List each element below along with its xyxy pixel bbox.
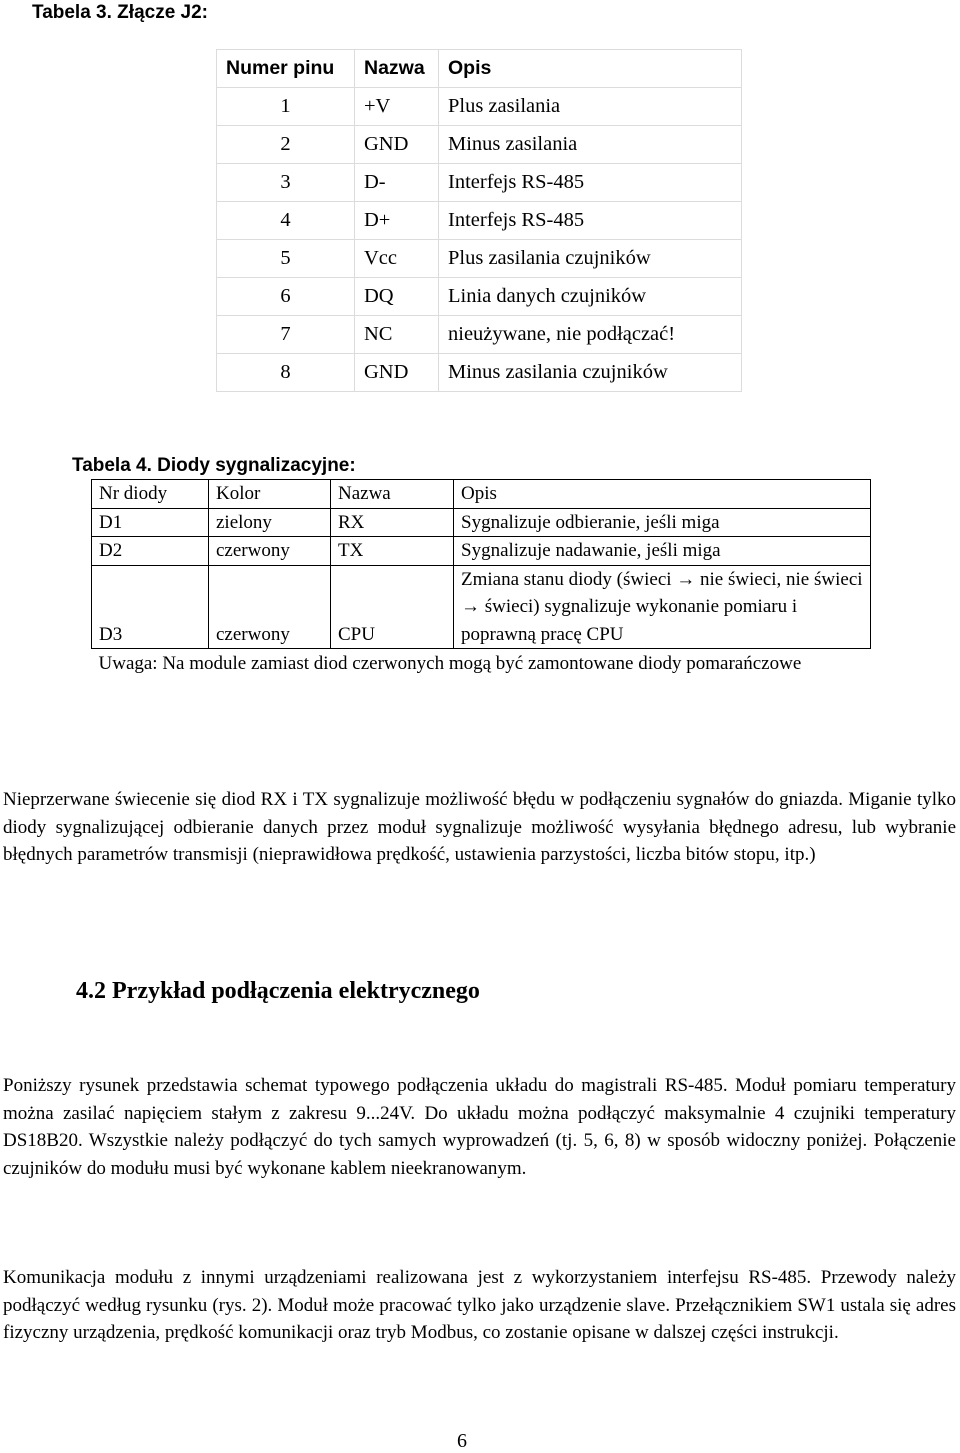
led-id: D1 <box>92 508 209 537</box>
table-row <box>217 240 742 278</box>
paragraph-connection: Poniższy rysunek przedstawia schemat typowego podłączenia układu do magistrali RS-485. Moduł pomiaru temperatury można zasilać napięciem stałym z zakresu 9...24V. Do układu można podłączyć maksymalnie 4 czujniki temperatury DS18B20. Wszystkie należy podłączyć do tych samych wyprowadzeń (tj. 5, 6, 8) w sposób widoczny poniżej. Połączenie czujników do modułu musi być wykonane kablem nieekranowanym. <box>3 1075 956 1179</box>
led-id: D3 <box>92 565 209 649</box>
pin-number: 2 <box>217 126 355 164</box>
column-header: Opis <box>439 50 742 88</box>
pin-description: Interfejs RS-485 <box>439 164 742 202</box>
pin-name: D+ <box>355 202 439 240</box>
table3-caption: Tabela 3. Złącze J2: <box>32 2 209 23</box>
pin-description: Minus zasilania czujników <box>439 354 742 392</box>
led-description: Sygnalizuje odbieranie, jeśli miga <box>454 508 871 537</box>
pin-description: Linia danych czujników <box>439 278 742 316</box>
led-name: CPU <box>331 565 454 649</box>
pin-name: +V <box>355 88 439 126</box>
table-row <box>92 537 871 566</box>
column-header: Nr diody <box>92 480 209 509</box>
table-header-row <box>92 480 871 509</box>
section-heading: 4.2 Przykład podłączenia elektrycznego <box>76 978 480 1004</box>
led-name: TX <box>331 537 454 566</box>
pin-description: Interfejs RS-485 <box>439 202 742 240</box>
page-number: 6 <box>457 1430 467 1452</box>
led-color: zielony <box>209 508 331 537</box>
table-row <box>92 508 871 537</box>
pin-name: GND <box>355 126 439 164</box>
table-row <box>217 316 742 354</box>
pin-number: 4 <box>217 202 355 240</box>
table4-caption: Tabela 4. Diody sygnalizacyjne: <box>72 455 356 476</box>
signal-leds-table <box>91 479 871 678</box>
paragraph-leds: Nieprzerwane świecenie się diod RX i TX sygnalizuje możliwość błędu w podłączeniu sygnałów do gniazda. Miganie tylko diody sygnalizującej odbieranie danych przez moduł sygnalizuje możliwość wysyłania błędnego adresu, lub wybranie błędnych parametrów transmisji (nieprawidłowa prędkość, ustawienia parzystości, liczba bitów stopu, itp.) <box>3 789 956 865</box>
pin-number: 1 <box>217 88 355 126</box>
table-row <box>217 126 742 164</box>
table-row <box>217 164 742 202</box>
table-row <box>217 202 742 240</box>
pin-name: DQ <box>355 278 439 316</box>
connector-j2-table <box>216 49 742 392</box>
pin-description: nieużywane, nie podłączać! <box>439 316 742 354</box>
led-description: Zmiana stanu diody (świeci → nie świeci, nie świeci → świeci) sygnalizuje wykonanie pomiaru i poprawną pracę CPU <box>454 565 871 649</box>
pin-name: Vcc <box>355 240 439 278</box>
pin-name: GND <box>355 354 439 392</box>
table-note: Uwaga: Na module zamiast diod czerwonych mogą być zamontowane diody pomarańczowe <box>98 653 802 674</box>
pin-number: 5 <box>217 240 355 278</box>
table-row <box>217 354 742 392</box>
table-row <box>217 278 742 316</box>
pin-name: NC <box>355 316 439 354</box>
pin-name: D- <box>355 164 439 202</box>
pin-number: 6 <box>217 278 355 316</box>
table-row <box>92 565 871 649</box>
led-color: czerwony <box>209 537 331 566</box>
column-header: Nazwa <box>331 480 454 509</box>
pin-number: 3 <box>217 164 355 202</box>
led-color: czerwony <box>209 565 331 649</box>
column-header: Numer pinu <box>217 50 355 88</box>
paragraph-communication: Komunikacja modułu z innymi urządzeniami realizowana jest z wykorzystaniem interfejsu RS-485. Przewody należy podłączyć według rysunku (rys. 2). Moduł może pracować tylko jako urządzenie slave. Przełącznikiem SW1 ustala się adres fizyczny urządzenia, prędkość komunikacji oraz tryb Modbus, co zostanie opisane w dalszej części instrukcji. <box>3 1267 956 1343</box>
column-header: Nazwa <box>355 50 439 88</box>
pin-number: 7 <box>217 316 355 354</box>
column-header: Opis <box>454 480 871 509</box>
table-row <box>217 88 742 126</box>
table-note-row <box>92 649 871 678</box>
pin-number: 8 <box>217 354 355 392</box>
table-header-row <box>217 50 742 88</box>
led-id: D2 <box>92 537 209 566</box>
pin-description: Plus zasilania czujników <box>439 240 742 278</box>
led-name: RX <box>331 508 454 537</box>
pin-description: Plus zasilania <box>439 88 742 126</box>
column-header: Kolor <box>209 480 331 509</box>
pin-description: Minus zasilania <box>439 126 742 164</box>
led-description: Sygnalizuje nadawanie, jeśli miga <box>454 537 871 566</box>
